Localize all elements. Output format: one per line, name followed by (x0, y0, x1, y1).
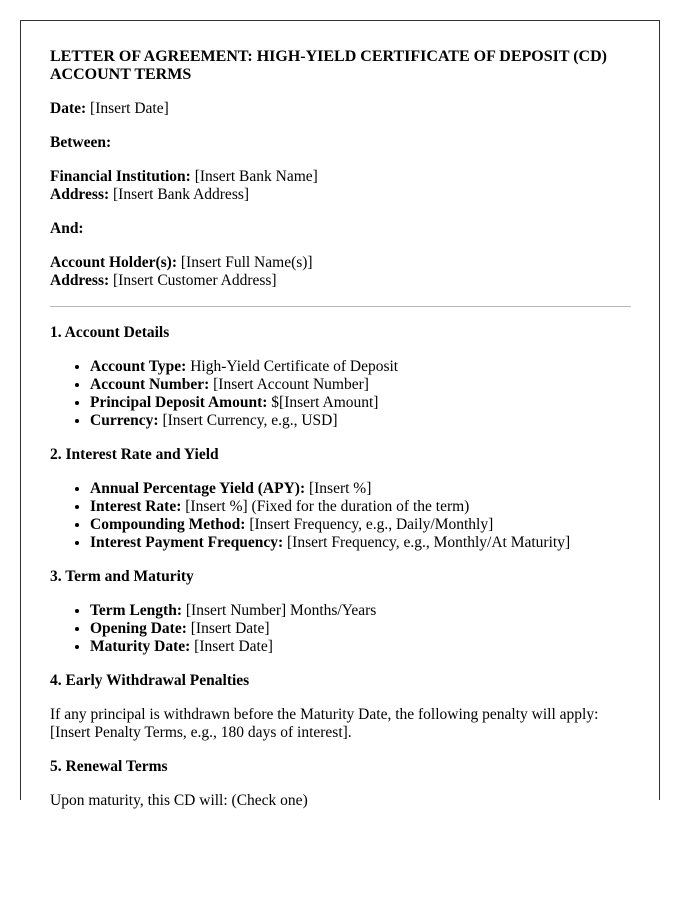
divider (50, 306, 631, 307)
item-value: [Insert Frequency, e.g., Monthly/At Maturity] (287, 534, 571, 551)
item-label: Opening Date: (90, 620, 187, 637)
section-heading: 3. Term and Maturity (50, 568, 194, 585)
date-line (50, 100, 631, 118)
section-list (50, 358, 631, 430)
item-value: High-Yield Certificate of Deposit (190, 358, 399, 375)
item-value: [Insert %] (308, 480, 372, 497)
item-value: [Insert Frequency, e.g., Daily/Monthly] (249, 516, 494, 533)
item-value: $[Insert Amount] (271, 394, 379, 411)
penalty-paragraph: If any principal is withdrawn before the Maturity Date, the following penalty will apply: [Insert Penalty Terms, e.g., 180 days of interest]. (50, 706, 599, 741)
item-label: Maturity Date: (90, 638, 191, 655)
institution-block (50, 168, 631, 204)
item-label: Account Type: (90, 358, 187, 375)
list-item (90, 376, 631, 394)
item-label: Interest Rate: (90, 498, 182, 515)
section-heading: 1. Account Details (50, 324, 170, 341)
renewal-paragraph: Upon maturity, this CD will: (Check one) (50, 792, 308, 809)
between-line (50, 134, 631, 152)
item-label: Currency: (90, 412, 159, 429)
item-label: Principal Deposit Amount: (90, 394, 268, 411)
document-title: LETTER OF AGREEMENT: HIGH-YIELD CERTIFICATE OF DEPOSIT (CD) ACCOUNT TERMS (50, 48, 607, 83)
institution-name-label: Financial Institution: (50, 168, 191, 185)
section-list (50, 602, 631, 656)
item-label: Annual Percentage Yield (APY): (90, 480, 306, 497)
holder-address-value: [Insert Customer Address] (113, 272, 277, 289)
list-item (90, 534, 631, 552)
list-item (90, 394, 631, 412)
list-item (90, 358, 631, 376)
item-value: [Insert Account Number] (213, 376, 369, 393)
holder-name-label: Account Holder(s): (50, 254, 177, 271)
list-item (90, 498, 631, 516)
and-label: And: (50, 220, 84, 237)
holder-address-label: Address: (50, 272, 110, 289)
item-value: [Insert Date] (190, 620, 270, 637)
item-value: [Insert Number] Months/Years (185, 602, 377, 619)
list-item (90, 602, 631, 620)
item-value: [Insert Date] (194, 638, 273, 655)
list-item (90, 620, 631, 638)
list-item (90, 412, 631, 430)
item-value: [Insert %] (Fixed for the duration of the term) (185, 498, 470, 515)
list-item (90, 480, 631, 498)
date-label: Date: (50, 100, 87, 117)
item-label: Account Number: (90, 376, 210, 393)
holder-block (50, 254, 631, 290)
section-heading: 2. Interest Rate and Yield (50, 446, 219, 463)
item-value: [Insert Currency, e.g., USD] (162, 412, 338, 429)
section-heading: 5. Renewal Terms (50, 758, 168, 775)
item-label: Interest Payment Frequency: (90, 534, 284, 551)
date-value: [Insert Date] (90, 100, 169, 117)
list-item (90, 638, 631, 656)
section-list (50, 480, 631, 552)
section-heading: 4. Early Withdrawal Penalties (50, 672, 250, 689)
institution-name-value: [Insert Bank Name] (194, 168, 318, 185)
holder-name-value: [Insert Full Name(s)] (180, 254, 313, 271)
document-page (20, 20, 660, 809)
item-label: Term Length: (90, 602, 182, 619)
item-label: Compounding Method: (90, 516, 246, 533)
institution-address-value: [Insert Bank Address] (113, 186, 250, 203)
document-body (21, 21, 659, 810)
between-label: Between: (50, 134, 112, 151)
institution-address-label: Address: (50, 186, 110, 203)
and-line (50, 220, 631, 238)
list-item (90, 516, 631, 534)
